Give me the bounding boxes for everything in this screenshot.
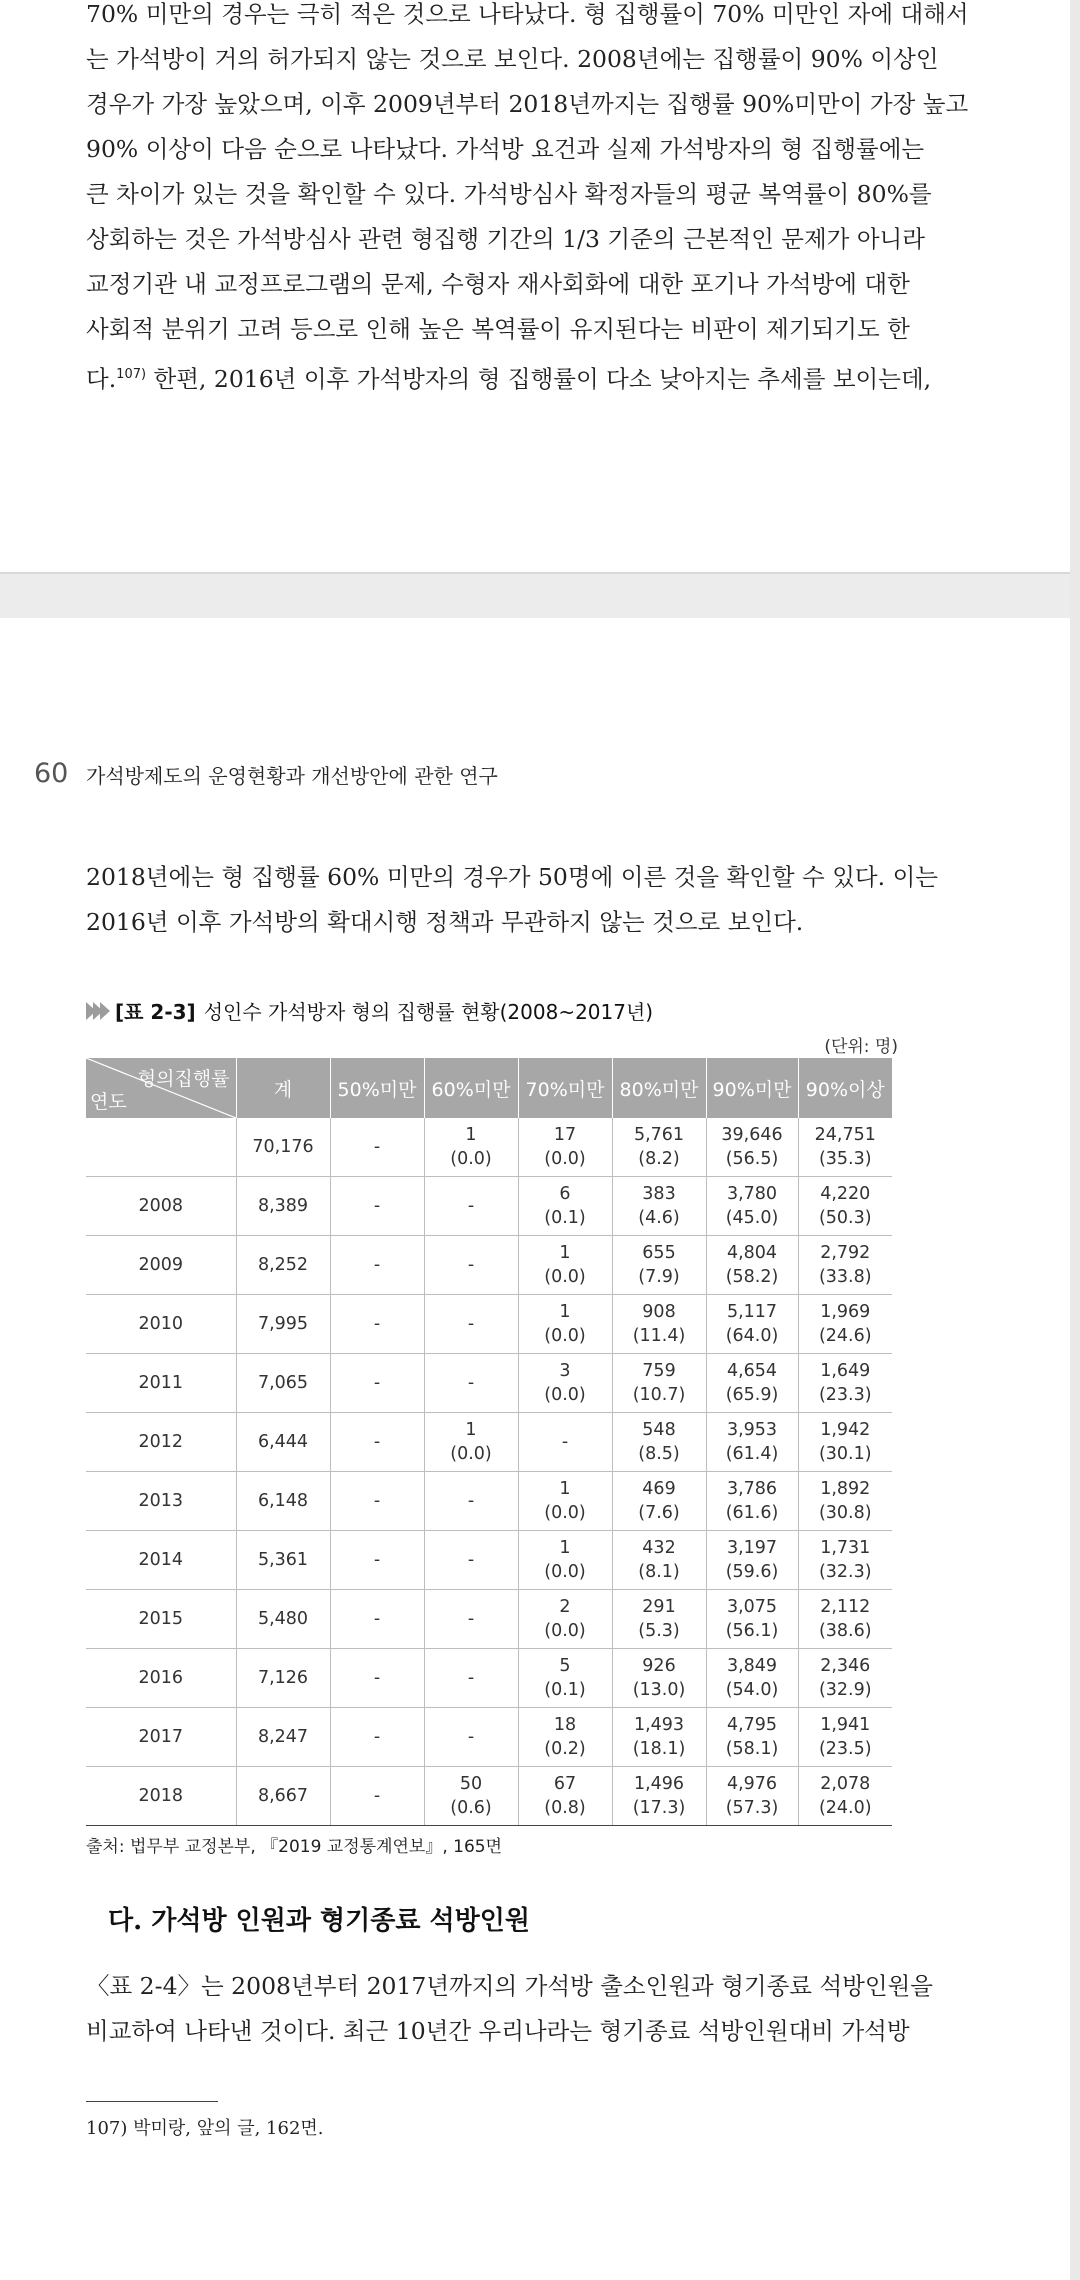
value-cell: 926 (13.0) xyxy=(612,1649,706,1708)
value-cell: 5 (0.1) xyxy=(518,1649,612,1708)
table-source: 출처: 법무부 교정본부, 『2019 교정통계연보』, 165면 xyxy=(86,1837,503,1857)
value-cell: - xyxy=(330,1767,424,1826)
line-start: 다. xyxy=(86,365,117,393)
value-cell: 1,731 (32.3) xyxy=(798,1531,892,1590)
column-header: 계 xyxy=(236,1058,330,1118)
year-cell: 2011 xyxy=(86,1354,236,1413)
value-cell: 1,649 (23.3) xyxy=(798,1354,892,1413)
previous-page xyxy=(0,0,1070,572)
value-cell: - xyxy=(424,1236,518,1295)
value-cell: - xyxy=(330,1531,424,1590)
value-cell: 5,117 (64.0) xyxy=(706,1295,798,1354)
value-cell: 4,795 (58.1) xyxy=(706,1708,798,1767)
value-cell: 8,389 xyxy=(236,1177,330,1236)
value-cell: 469 (7.6) xyxy=(612,1472,706,1531)
year-cell: 2010 xyxy=(86,1295,236,1354)
table-row xyxy=(86,1295,892,1354)
value-cell: 67 (0.8) xyxy=(518,1767,612,1826)
table-row xyxy=(86,1590,892,1649)
triple-arrow-icon xyxy=(86,1002,107,1020)
value-cell: - xyxy=(330,1472,424,1531)
value-cell: 1,969 (24.6) xyxy=(798,1295,892,1354)
value-cell: 17 (0.0) xyxy=(518,1118,612,1177)
value-cell: 1 (0.0) xyxy=(518,1295,612,1354)
value-cell: 50 (0.6) xyxy=(424,1767,518,1826)
table-corner-header xyxy=(86,1058,236,1118)
value-cell: 1 (0.0) xyxy=(518,1531,612,1590)
value-cell: - xyxy=(424,1472,518,1531)
value-cell: 4,804 (58.2) xyxy=(706,1236,798,1295)
value-cell: 6,444 xyxy=(236,1413,330,1472)
paragraph-line: 비교하여 나타낸 것이다. 최근 10년간 우리나라는 형기종료 석방인원대비 가석방 xyxy=(86,2017,910,2045)
value-cell: 1,942 (30.1) xyxy=(798,1413,892,1472)
value-cell: 1,493 (18.1) xyxy=(612,1708,706,1767)
value-cell: 1 (0.0) xyxy=(518,1236,612,1295)
column-header: 50%미만 xyxy=(330,1058,424,1118)
table-body xyxy=(86,1118,892,1826)
value-cell: 70,176 xyxy=(236,1118,330,1177)
value-cell: - xyxy=(330,1354,424,1413)
footnote-text: 107) 박미랑, 앞의 글, 162면. xyxy=(86,2118,324,2139)
footnote-divider xyxy=(86,2101,218,2102)
year-cell: 2009 xyxy=(86,1236,236,1295)
value-cell: 908 (11.4) xyxy=(612,1295,706,1354)
footnote-reference[interactable]: 107) xyxy=(116,367,147,382)
paragraph-line: 는 가석방이 거의 허가되지 않는 것으로 보인다. 2008년에는 집행률이 90% 이상인 xyxy=(86,45,939,73)
table-row xyxy=(86,1708,892,1767)
value-cell: 39,646 (56.5) xyxy=(706,1118,798,1177)
value-cell: - xyxy=(330,1236,424,1295)
table-row xyxy=(86,1236,892,1295)
value-cell: 3,786 (61.6) xyxy=(706,1472,798,1531)
year-cell xyxy=(86,1118,236,1177)
year-cell: 2017 xyxy=(86,1708,236,1767)
value-cell: - xyxy=(424,1649,518,1708)
paragraph-last-line xyxy=(86,352,932,402)
table-row xyxy=(86,1531,892,1590)
value-cell: - xyxy=(424,1531,518,1590)
value-cell: 1,941 (23.5) xyxy=(798,1708,892,1767)
column-header: 60%미만 xyxy=(424,1058,518,1118)
value-cell: - xyxy=(424,1295,518,1354)
section-paragraph xyxy=(86,1964,933,2054)
value-cell: 5,761 (8.2) xyxy=(612,1118,706,1177)
value-cell: - xyxy=(424,1177,518,1236)
paragraph-line: 경우가 가장 높았으며, 이후 2009년부터 2018년까지는 집행률 90%미만이 가장 높고 xyxy=(86,90,969,118)
value-cell: 18 (0.2) xyxy=(518,1708,612,1767)
intro-paragraph xyxy=(86,855,938,945)
table-title: 성인수 가석방자 형의 집행률 현황(2008~2017년) xyxy=(203,1000,654,1024)
value-cell: 759 (10.7) xyxy=(612,1354,706,1413)
execution-rate-table xyxy=(86,1058,892,1826)
top-paragraph xyxy=(86,0,969,402)
value-cell: 432 (8.1) xyxy=(612,1531,706,1590)
value-cell: 1,496 (17.3) xyxy=(612,1767,706,1826)
value-cell: 2 (0.0) xyxy=(518,1590,612,1649)
table-unit: (단위: 명) xyxy=(824,1037,898,1057)
column-header: 90%이상 xyxy=(798,1058,892,1118)
value-cell: - xyxy=(330,1295,424,1354)
year-cell: 2012 xyxy=(86,1413,236,1472)
table-row xyxy=(86,1767,892,1826)
paragraph-line: 70% 미만의 경우는 극히 적은 것으로 나타났다. 형 집행률이 70% 미만인 자에 대해서 xyxy=(86,0,969,28)
table-row xyxy=(86,1472,892,1531)
corner-top-label: 형의집행률 xyxy=(137,1068,230,1090)
value-cell: 2,078 (24.0) xyxy=(798,1767,892,1826)
paragraph-line: 90% 이상이 다음 순으로 나타났다. 가석방 요건과 실제 가석방자의 형 집행률에는 xyxy=(86,135,925,163)
table-row xyxy=(86,1118,892,1177)
year-cell: 2013 xyxy=(86,1472,236,1531)
value-cell: 2,346 (32.9) xyxy=(798,1649,892,1708)
paragraph-line: 2016년 이후 가석방의 확대시행 정책과 무관하지 않는 것으로 보인다. xyxy=(86,908,804,936)
value-cell: - xyxy=(330,1590,424,1649)
value-cell: 5,361 xyxy=(236,1531,330,1590)
year-cell: 2018 xyxy=(86,1767,236,1826)
value-cell: 2,792 (33.8) xyxy=(798,1236,892,1295)
table-row xyxy=(86,1649,892,1708)
table-row xyxy=(86,1177,892,1236)
value-cell: 4,220 (50.3) xyxy=(798,1177,892,1236)
paragraph-line: 큰 차이가 있는 것을 확인할 수 있다. 가석방심사 확정자들의 평균 복역률이 80%를 xyxy=(86,180,932,208)
value-cell: 655 (7.9) xyxy=(612,1236,706,1295)
value-cell: - xyxy=(330,1118,424,1177)
year-cell: 2008 xyxy=(86,1177,236,1236)
viewer-scroll-edge xyxy=(1070,0,1080,2280)
value-cell: - xyxy=(518,1413,612,1472)
value-cell: 3,197 (59.6) xyxy=(706,1531,798,1590)
value-cell: 7,995 xyxy=(236,1295,330,1354)
value-cell: - xyxy=(330,1708,424,1767)
value-cell: - xyxy=(330,1177,424,1236)
value-cell: - xyxy=(330,1413,424,1472)
table-row xyxy=(86,1354,892,1413)
value-cell: 548 (8.5) xyxy=(612,1413,706,1472)
value-cell: 2,112 (38.6) xyxy=(798,1590,892,1649)
value-cell: - xyxy=(330,1649,424,1708)
paragraph-line: 2018년에는 형 집행률 60% 미만의 경우가 50명에 이른 것을 확인할 수 있다. 이는 xyxy=(86,863,938,891)
paragraph-line: 상회하는 것은 가석방심사 관련 형집행 기간의 1/3 기준의 근본적인 문제가 아니라 xyxy=(86,225,925,253)
value-cell: 6 (0.1) xyxy=(518,1177,612,1236)
page-gap xyxy=(0,574,1080,618)
paragraph-line: 교정기관 내 교정프로그램의 문제, 수형자 재사회화에 대한 포기나 가석방에 대한 xyxy=(86,270,910,298)
value-cell: 8,252 xyxy=(236,1236,330,1295)
page-number: 60 xyxy=(34,758,69,789)
value-cell: 291 (5.3) xyxy=(612,1590,706,1649)
value-cell: 1,892 (30.8) xyxy=(798,1472,892,1531)
value-cell: - xyxy=(424,1590,518,1649)
year-cell: 2015 xyxy=(86,1590,236,1649)
value-cell: 3,849 (54.0) xyxy=(706,1649,798,1708)
column-header: 70%미만 xyxy=(518,1058,612,1118)
value-cell: 7,126 xyxy=(236,1649,330,1708)
table-caption xyxy=(86,996,653,1025)
year-cell: 2014 xyxy=(86,1531,236,1590)
value-cell: 24,751 (35.3) xyxy=(798,1118,892,1177)
value-cell: - xyxy=(424,1354,518,1413)
value-cell: 4,976 (57.3) xyxy=(706,1767,798,1826)
value-cell: 4,654 (65.9) xyxy=(706,1354,798,1413)
value-cell: - xyxy=(424,1708,518,1767)
value-cell: 6,148 xyxy=(236,1472,330,1531)
column-header: 80%미만 xyxy=(612,1058,706,1118)
value-cell: 1 (0.0) xyxy=(518,1472,612,1531)
paragraph-line: 〈표 2-4〉는 2008년부터 2017년까지의 가석방 출소인원과 형기종료 석방인원을 xyxy=(86,1972,933,2000)
value-cell: 383 (4.6) xyxy=(612,1177,706,1236)
value-cell: 3 (0.0) xyxy=(518,1354,612,1413)
line-end: 한편, 2016년 이후 가석방자의 형 집행률이 다소 낮아지는 추세를 보이는데, xyxy=(146,365,932,393)
year-cell: 2016 xyxy=(86,1649,236,1708)
table-label: [표 2-3] xyxy=(115,1000,196,1024)
paragraph-line: 사회적 분위기 고려 등으로 인해 높은 복역률이 유지된다는 비판이 제기되기도 한 xyxy=(86,315,910,343)
running-title: 가석방제도의 운영현황과 개선방안에 관한 연구 xyxy=(86,764,498,788)
corner-bottom-label: 연도 xyxy=(90,1091,127,1113)
value-cell: 5,480 xyxy=(236,1590,330,1649)
section-heading: 다. 가석방 인원과 형기종료 석방인원 xyxy=(108,1906,530,1936)
value-cell: 8,247 xyxy=(236,1708,330,1767)
value-cell: 7,065 xyxy=(236,1354,330,1413)
value-cell: 3,075 (56.1) xyxy=(706,1590,798,1649)
value-cell: 1 (0.0) xyxy=(424,1413,518,1472)
table-row xyxy=(86,1413,892,1472)
value-cell: 3,780 (45.0) xyxy=(706,1177,798,1236)
column-header: 90%미만 xyxy=(706,1058,798,1118)
value-cell: 1 (0.0) xyxy=(424,1118,518,1177)
value-cell: 8,667 xyxy=(236,1767,330,1826)
table-header-row xyxy=(86,1058,892,1118)
value-cell: 3,953 (61.4) xyxy=(706,1413,798,1472)
